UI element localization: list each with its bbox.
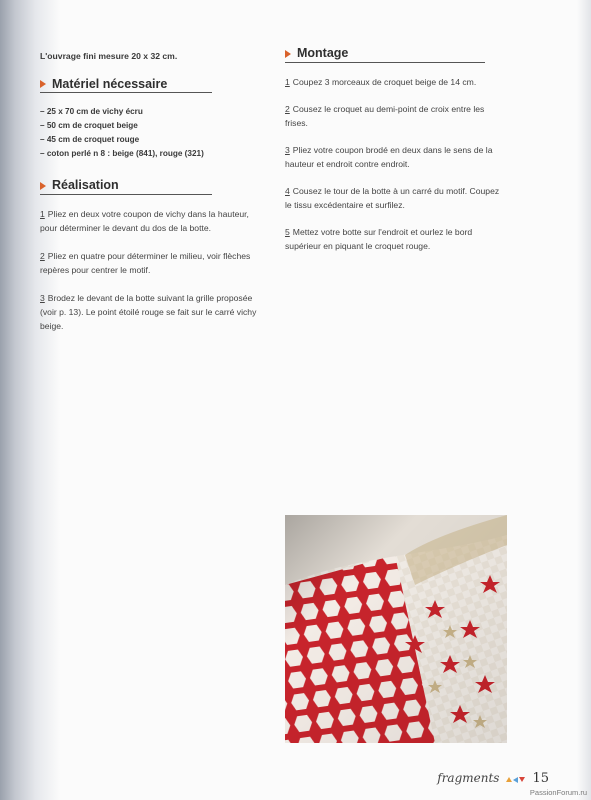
embroidery-photo: [285, 515, 507, 743]
montage-heading: [285, 47, 485, 63]
step-number: 3: [285, 144, 290, 155]
step-text: Coupez 3 morceaux de croquet beige de 14 cm.: [292, 76, 477, 87]
step-text: Mettez votre botte sur l'endroit et ourlez le bord supérieur en piquant le croquet rouge.: [285, 226, 473, 251]
list-item: – coton perlé n 8 : beige (841), rouge (321): [40, 149, 204, 158]
montage-heading-label: Montage: [297, 46, 349, 60]
step-number: 2: [40, 250, 45, 261]
montage-step: [285, 225, 500, 253]
watermark: PassionForum.ru: [529, 788, 587, 797]
arrow-bullet-icon: [40, 182, 46, 190]
list-item: – 25 x 70 cm de vichy écru: [40, 107, 143, 116]
montage-step: [285, 184, 500, 212]
realisation-step: [40, 207, 260, 235]
page-footer: [437, 771, 549, 786]
realisation-step: [40, 249, 260, 277]
arrow-bullet-icon: [40, 80, 46, 88]
step-number: 2: [285, 103, 290, 114]
realisation-heading: [40, 179, 212, 195]
triangles-logo-icon: [506, 777, 525, 783]
step-text: Pliez en deux votre coupon de vichy dans la hauteur, pour déterminer le devant du dos de la botte.: [40, 208, 249, 233]
montage-step: [285, 143, 500, 171]
brand-name: fragments: [437, 771, 500, 785]
step-number: 1: [285, 76, 290, 87]
materiel-heading-label: Matériel nécessaire: [52, 76, 168, 91]
step-text: Cousez le tour de la botte à un carré du motif. Coupez le tissu excédentaire et surfilez.: [285, 185, 500, 210]
step-text: Brodez le devant de la botte suivant la grille proposée (voir p. 13). Le point étoilé rouge se fait sur le carré vichy beige.: [40, 292, 257, 331]
step-number: 5: [285, 226, 290, 237]
list-item: – 50 cm de croquet beige: [40, 121, 138, 130]
materiel-heading: [40, 78, 212, 94]
step-text: Pliez votre coupon brodé en deux dans le sens de la hauteur et endroit contre endroit.: [285, 144, 493, 169]
embroidery-illustration: [285, 515, 507, 743]
montage-step: [285, 102, 500, 130]
step-number: 4: [285, 185, 290, 196]
step-text: Pliez en quatre pour déterminer le milieu, voir flèches repères pour centrer le motif.: [40, 250, 251, 275]
step-text: Cousez le croquet au demi-point de croix entre les frises.: [285, 103, 485, 128]
montage-step: [285, 75, 500, 89]
page-edge-shadow: [577, 0, 591, 800]
realisation-step: [40, 291, 260, 333]
finished-size-text: L'ouvrage fini mesure 20 x 32 cm.: [40, 51, 178, 61]
left-column: [40, 50, 260, 347]
right-column: [285, 47, 500, 266]
page-number: 15: [532, 771, 549, 786]
step-number: 3: [40, 292, 45, 303]
list-item: – 45 cm de croquet rouge: [40, 135, 140, 144]
step-number: 1: [40, 208, 45, 219]
realisation-heading-label: Réalisation: [52, 178, 119, 192]
arrow-bullet-icon: [285, 50, 291, 58]
materials-list: [40, 105, 260, 161]
